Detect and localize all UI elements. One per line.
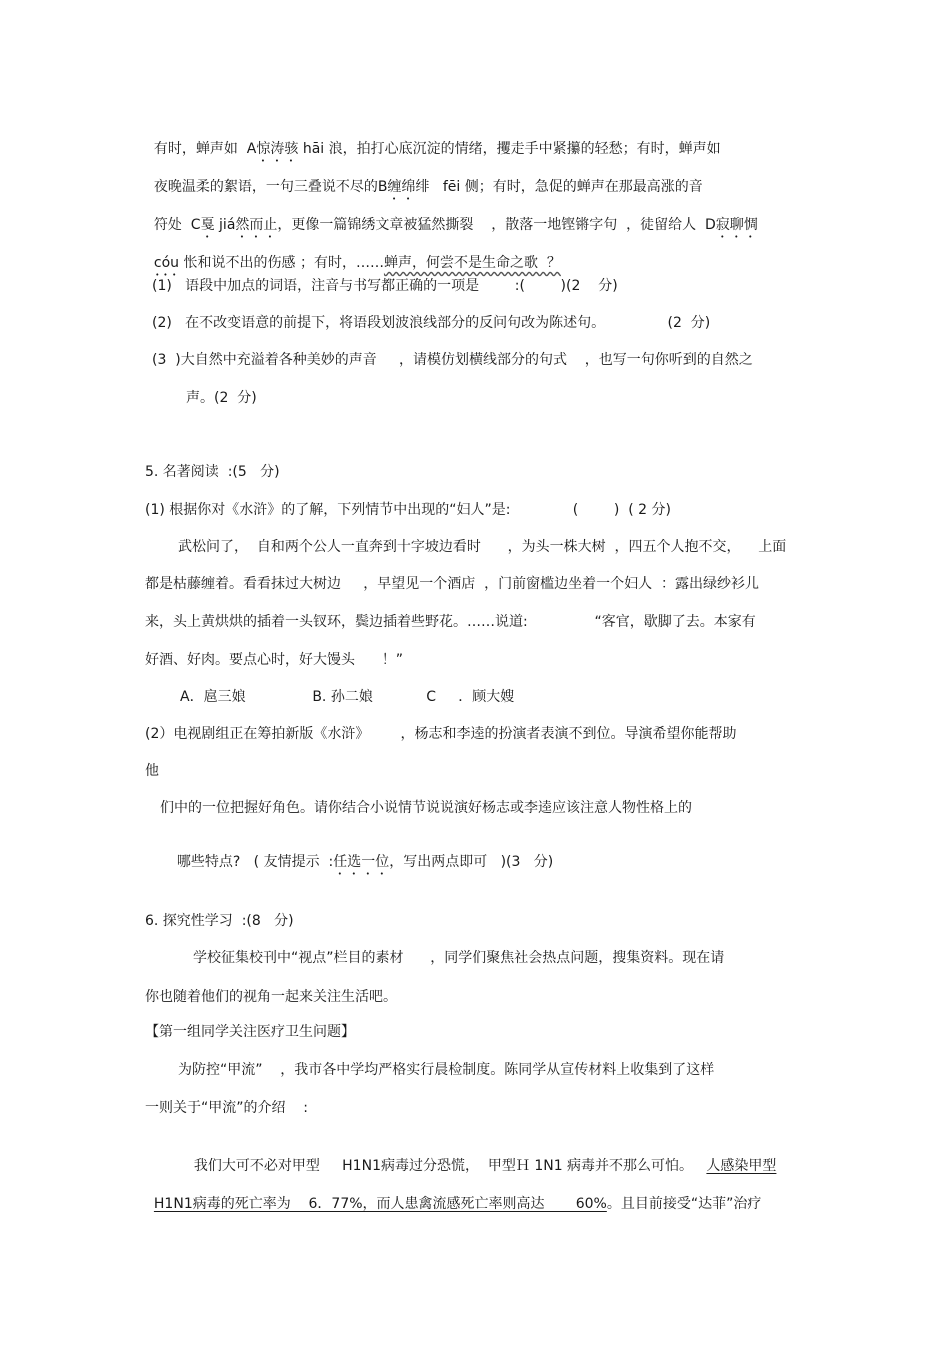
underlined-text: H1N1病毒的死亡率为 6．77%，而人患禽流感死亡率则高达 60% [153, 1196, 607, 1212]
quote-line-3: 来，头上黄烘烘的插着一头钗环，鬓边插着些野花。……说道: “客官，歇脚了去。本家有 [145, 614, 756, 630]
body-line-1: 为防控“甲流” ，我市各中学均严格实行晨检制度。陈同学从宣传材料上收集到了这样 [178, 1062, 715, 1078]
wavy-underlined-sentence: 蝉声，何尝不是生命之歌 ？ [383, 255, 561, 271]
passage-text: hāi 浪，拍打心底沉淀的情绪，攫走手中紧攥的轻愁；有时，蝉声如 [298, 141, 721, 157]
question-5-2: (2）电视剧组正在筹拍新版《水浒》 ，杨志和李逵的扮演者表演不到位。导演希望你能帮助 [145, 726, 737, 742]
question-4-2: (2) 在不改变语意的前提下，将语段划波浪线部分的反问句改为陈述句。 (2 分) [152, 315, 711, 331]
quote-line-2: 都是枯藤缠着。看看抹过大树边 ，早望见一个酒店 ，门前窗槛边坐着一个妇人 ：露出绿纱衫儿 [145, 576, 760, 592]
dotted-word: cóu [153, 255, 180, 271]
dotted-word: 寂聊惆 [715, 217, 758, 233]
dotted-word: 缠绵 [387, 179, 416, 195]
question-5-2-hint [168, 832, 553, 878]
intro-line-1: 学校征集校刊中“视点”栏目的素材 ，同学们聚焦社会热点问题，搜集资料。现在请 [193, 950, 725, 966]
hint-text: 哪些特点? ( 友情提示 : [176, 854, 334, 870]
passage-text: 怅和说不出的伤感 ；有时，…… [179, 255, 384, 271]
passage-text: jiá [214, 217, 236, 233]
section-6-heading: 6. 探究性学习 :(8 分) [145, 913, 294, 929]
dotted-word: 任选一位 [333, 854, 390, 870]
dotted-word: 戛 [200, 217, 215, 233]
question-4-3: (3 )大自然中充溢着各种美妙的声音 ，请模仿划横线部分的句式 ，也写一句你听到的自然之 [152, 352, 753, 368]
dotted-word: 然而止 [235, 217, 278, 233]
section-5-heading: 5. 名著阅读 :(5 分) [145, 464, 280, 480]
intro-line-2: 你也随着他们的视角一起来关注生活吧。 [145, 989, 397, 1005]
answer-options: A．扈三娘 B. 孙二娘 C ．顾大嫂 [180, 689, 515, 705]
passage-text: 有时，蝉声如 A [153, 141, 257, 157]
question-5-2-cont: 他 [145, 763, 159, 779]
group-1-heading: 【第一组同学关注医疗卫生问题】 [145, 1024, 355, 1040]
underlined-text: 人感染甲型 [706, 1158, 777, 1174]
quote-line-1: 武松问了， 自和两个公人一直奔到十字坡边看时 ，为头一株大树 ，四五个人抱不交， 上面 [178, 539, 787, 555]
question-5-1: (1) 根据你对《水浒》的了解，下列情节中出现的“妇人”是: ( ) ( 2 分) [145, 502, 671, 518]
passage-text: 符处 C [153, 217, 201, 233]
passage-line-4 [145, 233, 561, 279]
body-line-4 [145, 1174, 761, 1214]
passage-text: 夜晚温柔的絮语，一句三叠说不尽的B [153, 179, 388, 195]
passage-text: ，更像一篇锦绣文章被猛然撕裂 ，散落一地铿锵字句 ，徒留给人 D [277, 217, 716, 233]
body-text: 我们大可不必对甲型 H1N1病毒过分恐慌， 甲型Ｈ 1N1 病毒并不那么可怕。 [193, 1158, 707, 1174]
hint-text: ，写出两点即可 )(3 分) [389, 854, 554, 870]
quote-line-4: 好酒、好肉。要点心时，好大馒头 ！” [145, 652, 403, 668]
question-4-3-cont: 声。(2 分) [186, 390, 257, 406]
body-text: 。且目前接受“达菲”治疗 [606, 1196, 762, 1212]
question-5-2-cont: 们中的一位把握好角色。请你结合小说情节说说演好杨志或李逵应该注意人物性格上的 [160, 800, 692, 816]
passage-text: 绯 fēi 侧；有时，急促的蝉声在那最高涨的音 [415, 179, 703, 195]
question-4-1: (1) 语段中加点的词语，注音与书写都正确的一项是 :( )(2 分) [152, 278, 618, 294]
body-line-3 [185, 1136, 776, 1176]
dotted-word: 惊涛骇 [256, 141, 299, 157]
body-line-2: 一则关于“甲流”的介绍 : [145, 1100, 309, 1116]
